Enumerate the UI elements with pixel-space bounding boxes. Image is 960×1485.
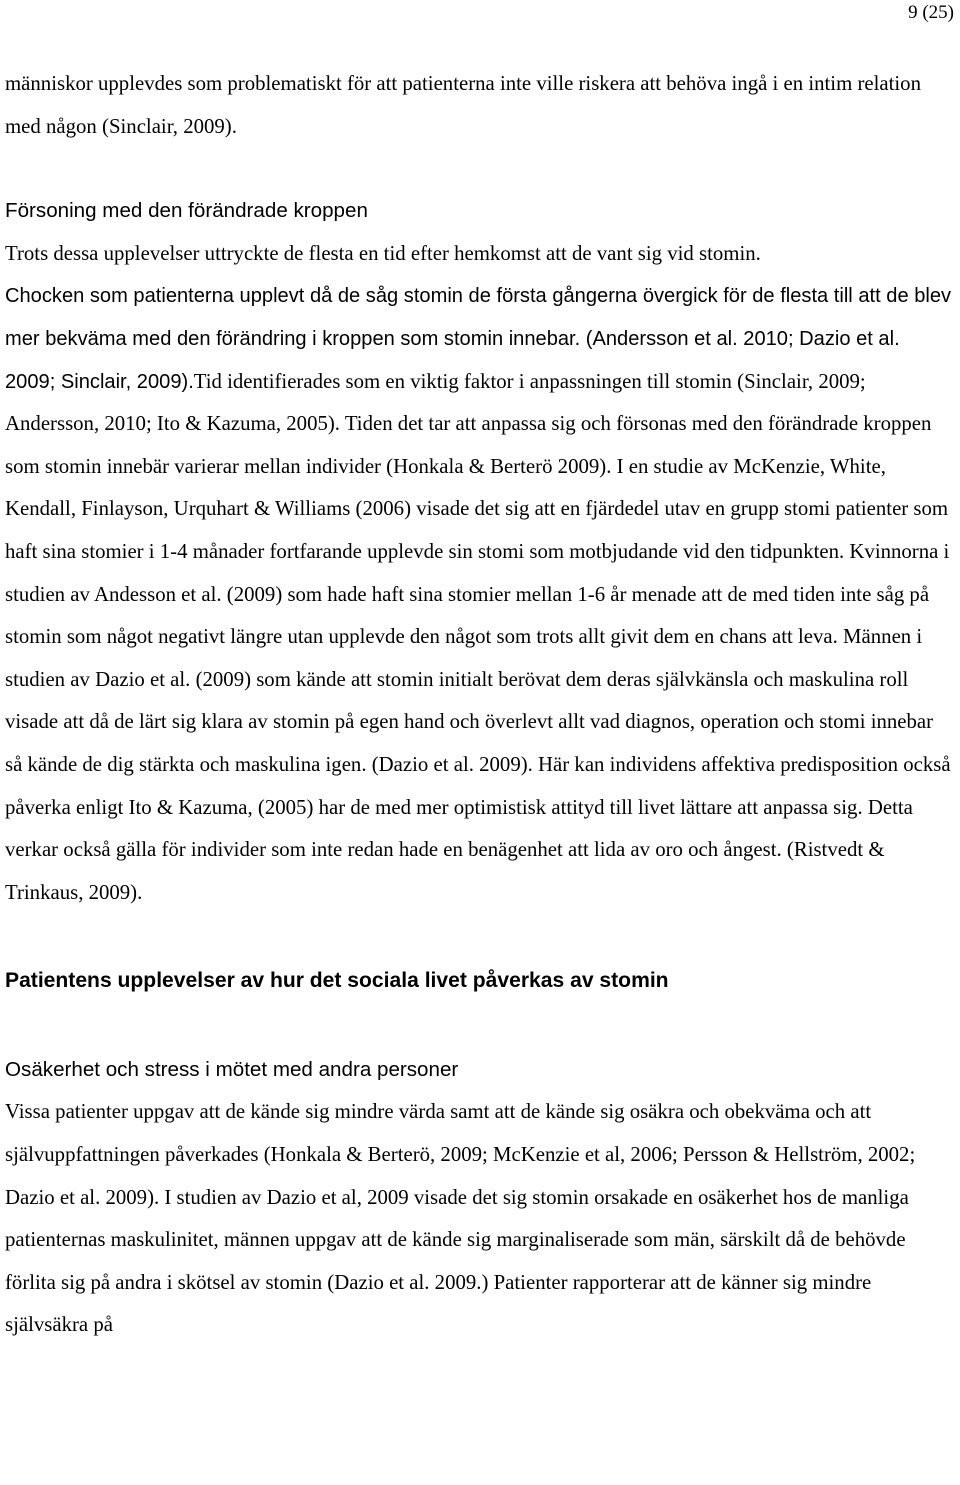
page-content	[5, 63, 955, 1347]
paragraph-forsoning	[5, 233, 955, 915]
subheading-osakerhet: Osäkerhet och stress i mötet med andra personer	[5, 1057, 459, 1081]
paragraph-forsoning-serif-part: Tid identifierades som en viktig faktor i anpassningen till stomin (Sinclair, 2009; Andersson, 2010; Ito & Kazuma, 2005). Tiden det tar att anpassa sig och försonas med den förändrade kroppen som stomin innebär varierar mellan individer (Honkala & Berterö 2009). I en studie av McKenzie, White, Kendall, Finlayson, Urquhart & Williams (2006) visade det sig att en fjärdedel utav en grupp stomi patienter som haft sina stomier i 1-4 månader fortfarande upplevde sin stomi som motbjudande vid den tidpunkten. Kvinnorna i studien av Andesson et al. (2009) som hade haft sina stomier mellan 1-6 år menade att de med tiden inte såg på stomin som något negativt längre utan upplevde den något som trots allt givit dem en chans att leva. Männen i studien av Dazio et al. (2009) som kände att stomin initialt berövat dem deras självkänsla och maskulina roll visade att då de lärt sig klara av stomin på egen hand och överlevt allt vad diagnos, operation och stomi innebar så kände de dig stärkta och maskulina igen. (Dazio et al. 2009). Här kan individens affektiva predisposition också påverka enligt Ito & Kazuma, (2005) har de med mer optimistisk attityd till livet lättare att anpassa sig. Detta verkar också gälla för individer som inte redan hade en benägenhet att lida av oro och ångest. (Ristvedt & Trinkaus, 2009).	[5, 369, 951, 904]
paragraph-forsoning-lead: Trots dessa upplevelser uttryckte de flesta en tid efter hemkomst att de vant sig vid stomin.	[5, 241, 761, 265]
paragraph-osakerhet: Vissa patienter uppgav att de kände sig mindre värda samt att de kände sig osäkra och obekväma och att självuppfattningen påverkades (Honkala & Berterö, 2009; McKenzie et al, 2006; Persson & Hellström, 2002; Dazio et al. 2009). I studien av Dazio et al, 2009 visade det sig stomin orsakade en osäkerhet hos de manliga patienternas maskulinitet, männen uppgav att de kände sig marginaliserade som män, särskilt då de behövde förlita sig på andra i skötsel av stomin (Dazio et al. 2009.) Patienter rapporterar att de känner sig mindre självsäkra på	[5, 1100, 916, 1337]
paragraph-forsoning-sans-part: Chocken som patienterna upplevt då de såg stomin de första gångerna övergick för de flesta till att de blev mer bekväma med den förändring i kroppen som stomin innebar. (Andersson et al. 2010; Dazio et al. 2009; Sinclair, 2009).	[5, 285, 952, 393]
paragraph-continuation: människor upplevdes som problematiskt för att patienterna inte ville riskera att behöva ingå i en intim relation med någon (Sinclair, 2009).	[5, 72, 921, 138]
subheading-forsoning: Försoning med den förändrade kroppen	[5, 199, 368, 223]
page-number: 9 (25)	[908, 2, 954, 23]
main-heading: Patientens upplevelser av hur det sociala livet påverkas av stomin	[5, 969, 669, 993]
